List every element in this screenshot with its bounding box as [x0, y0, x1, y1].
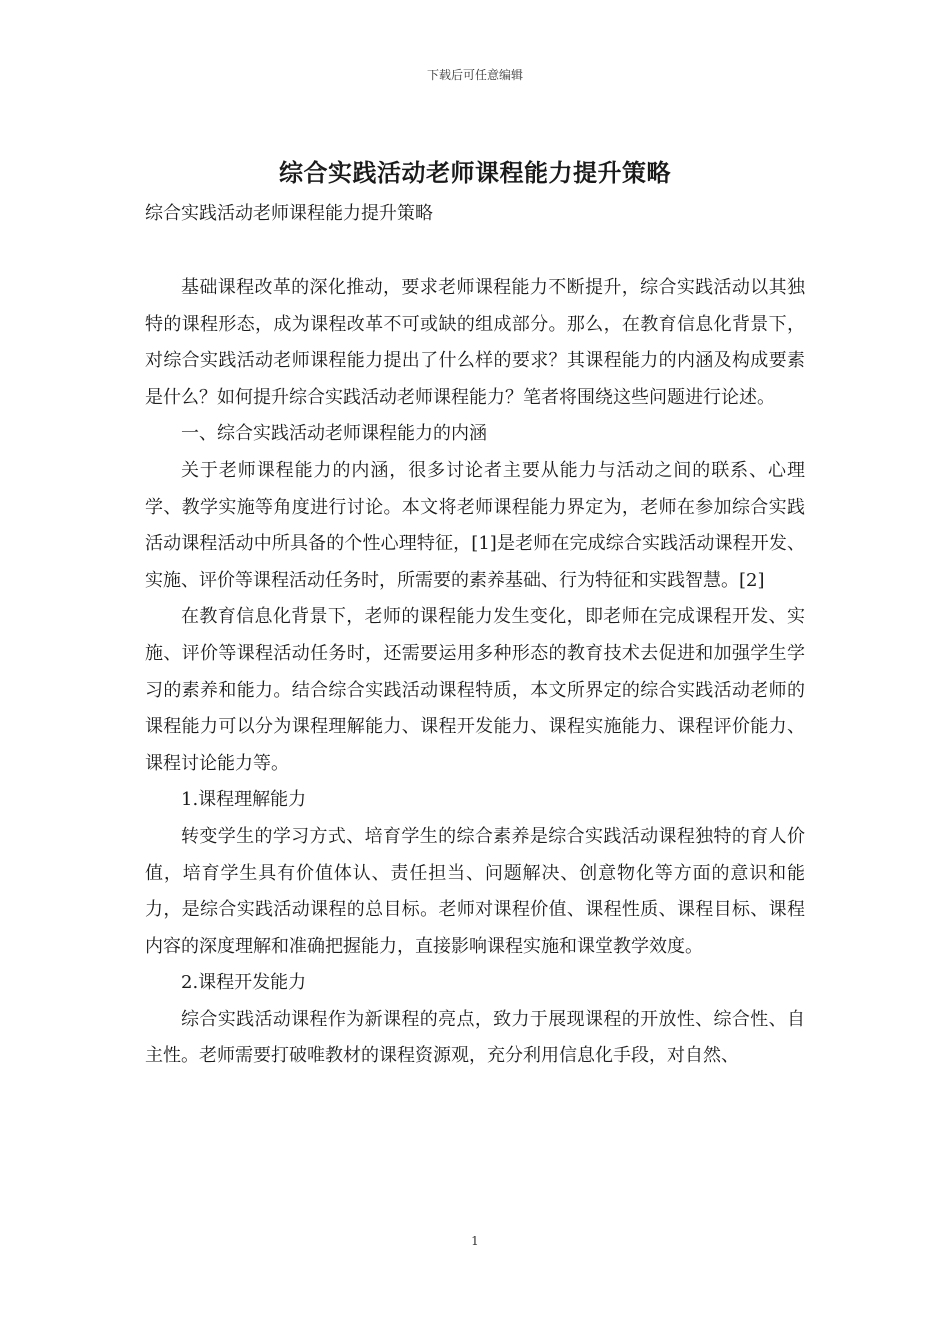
subsection-heading-1: 1.课程理解能力 — [181, 789, 307, 811]
page-header: 下载后可任意编辑 — [426, 68, 523, 82]
paragraph-background: 在教育信息化背景下，老师的课程能力发生变化，即老师在完成课程开发、实施、评价等课程活动任务时，还需要运用多种形态的教育技术去促进和加强学生学习的素养和能力。结合综合实践活动课程特质，本文所界定的综合实践活动老师的课程能力可以分为课程理解能力、课程开发能力、课程实施能力、课程评价能力、课程讨论能力等。 — [145, 606, 805, 774]
document-title: 综合实践活动老师课程能力提升策略 — [279, 158, 671, 187]
page-number: 1 — [471, 1234, 479, 1248]
paragraph-intro: 基础课程改革的深化推动，要求老师课程能力不断提升，综合实践活动以其独特的课程形态，成为课程改革不可或缺的组成部分。那么，在教育信息化背景下，对综合实践活动老师课程能力提出了什么样的要求？其课程能力的内涵及构成要素是什么？如何提升综合实践活动老师课程能力？笔者将围绕这些问题进行论述。 — [145, 277, 805, 408]
paragraph-definition: 关于老师课程能力的内涵，很多讨论者主要从能力与活动之间的联系、心理学、教学实施等角度进行讨论。本文将老师课程能力界定为，老师在参加综合实践活动课程活动中所具备的个性心理特征，[1]是老师在完成综合实践活动课程开发、实施、评价等课程活动任务时，所需要的素养基础、行为特征和实践智慧。[2] — [145, 459, 805, 591]
paragraph-understanding: 转变学生的学习方式、培育学生的综合素养是综合实践活动课程独特的育人价值，培育学生具有价值体认、责任担当、问题解决、创意物化等方面的意识和能力，是综合实践活动课程的总目标。老师对课程价值、课程性质、课程目标、课程内容的深度理解和准确把握能力，直接影响课程实施和课堂教学效度。 — [145, 825, 805, 957]
document-subtitle: 综合实践活动老师课程能力提升策略 — [145, 203, 433, 224]
section-heading-1: 一、综合实践活动老师课程能力的内涵 — [181, 423, 487, 445]
paragraph-development: 综合实践活动课程作为新课程的亮点，致力于展现课程的开放性、综合性、自主性。老师需要打破唯教材的课程资源观，充分利用信息化手段，对自然、 — [145, 1008, 805, 1067]
subsection-heading-2: 2.课程开发能力 — [181, 972, 307, 994]
document-body — [145, 270, 805, 1075]
